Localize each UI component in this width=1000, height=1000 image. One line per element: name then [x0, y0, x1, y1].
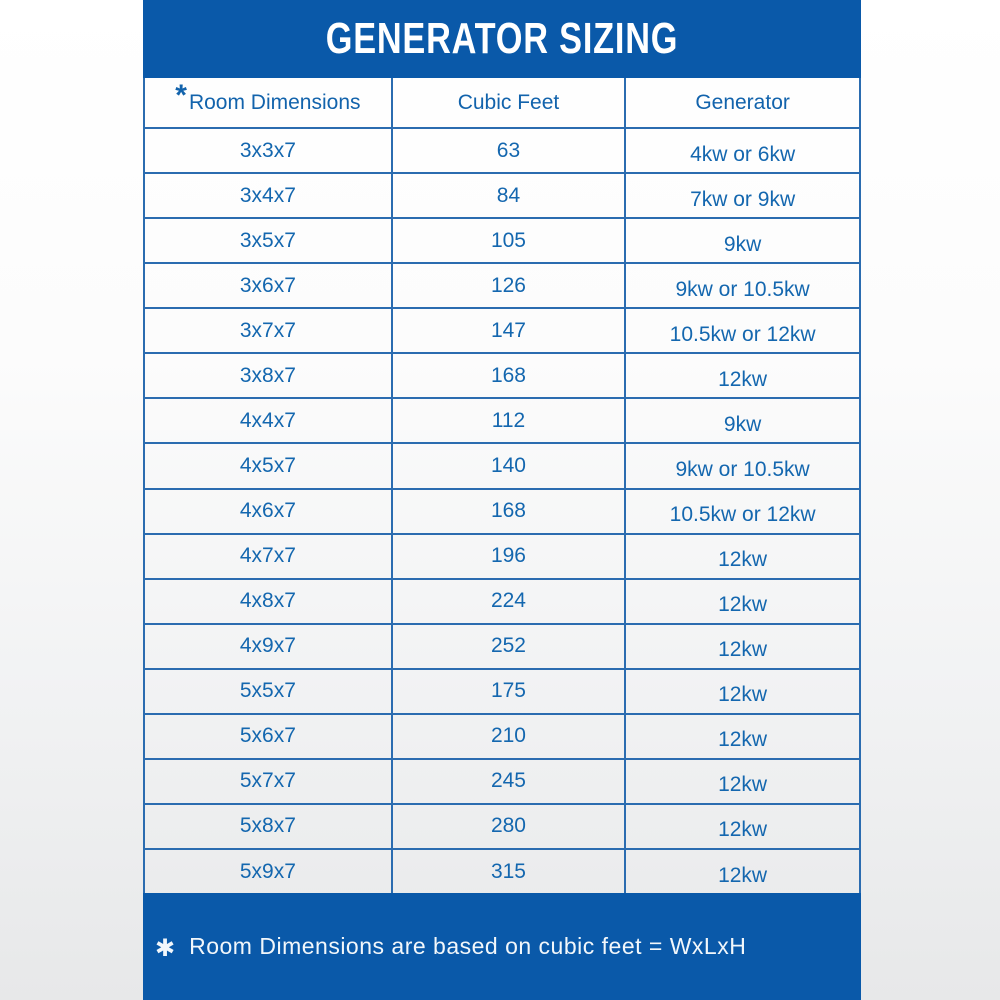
cubic-feet-cell: 175 [393, 670, 626, 713]
cubic-feet-cell: 196 [393, 535, 626, 578]
generator-cell [626, 805, 859, 848]
column-header-label-cubic-feet: Cubic Feet [457, 90, 560, 114]
generator-value: 7kw or 9kw [690, 187, 796, 211]
room-dimensions-cell: 5x5x7 [145, 670, 393, 713]
generator-cell [626, 399, 859, 442]
column-header-generator [626, 78, 859, 127]
cubic-feet-cell: 168 [393, 490, 626, 533]
table-header-row [145, 78, 859, 129]
room-dimensions-cell: 3x5x7 [145, 219, 393, 262]
generator-cell [626, 174, 859, 217]
cubic-feet-cell: 224 [393, 580, 626, 623]
table-row [145, 444, 859, 489]
room-dimensions-cell: 4x4x7 [145, 399, 393, 442]
generator-cell [626, 354, 859, 397]
table-row [145, 490, 859, 535]
generator-cell [626, 580, 859, 623]
cubic-feet-cell: 252 [393, 625, 626, 668]
table-row [145, 535, 859, 580]
asterisk-marker-icon: * [175, 78, 187, 112]
cubic-feet-cell: 84 [393, 174, 626, 217]
generator-cell [626, 760, 859, 803]
cubic-feet-cell: 210 [393, 715, 626, 758]
column-header-label-room-dimensions: Room Dimensions [188, 90, 361, 114]
generator-cell [626, 309, 859, 352]
table-row [145, 850, 859, 893]
room-dimensions-cell: 3x8x7 [145, 354, 393, 397]
generator-value: 12kw [718, 728, 768, 752]
room-dimensions-cell: 3x7x7 [145, 309, 393, 352]
footer-band [143, 893, 861, 1000]
title-band [143, 0, 861, 78]
generator-cell [626, 715, 859, 758]
table-row [145, 309, 859, 354]
cubic-feet-cell: 168 [393, 354, 626, 397]
generator-value: 12kw [718, 638, 768, 662]
generator-value: 10.5kw or 12kw [669, 503, 816, 527]
generator-cell [626, 535, 859, 578]
cubic-feet-cell: 140 [393, 444, 626, 487]
table-row [145, 264, 859, 309]
generator-cell [626, 625, 859, 668]
table-row [145, 715, 859, 760]
generator-cell [626, 129, 859, 172]
cubic-feet-cell: 105 [393, 219, 626, 262]
generator-value: 12kw [718, 367, 768, 391]
table-row [145, 129, 859, 174]
generator-value: 9kw [723, 412, 762, 436]
room-dimensions-cell: 5x7x7 [145, 760, 393, 803]
cubic-feet-cell: 315 [393, 850, 626, 893]
table-row [145, 670, 859, 715]
table-row [145, 354, 859, 399]
room-dimensions-cell: 4x6x7 [145, 490, 393, 533]
table-row [145, 219, 859, 264]
generator-value: 12kw [718, 548, 768, 572]
generator-cell [626, 490, 859, 533]
page-title: GENERATOR SIZING [325, 14, 679, 63]
cubic-feet-cell: 112 [393, 399, 626, 442]
table-row [145, 174, 859, 219]
sizing-table [143, 78, 861, 893]
table-row [145, 399, 859, 444]
cubic-feet-cell: 147 [393, 309, 626, 352]
table-row [145, 625, 859, 670]
room-dimensions-cell: 4x5x7 [145, 444, 393, 487]
room-dimensions-cell: 4x8x7 [145, 580, 393, 623]
generator-cell [626, 264, 859, 307]
column-header-cubic-feet [393, 78, 626, 127]
room-dimensions-cell: 4x9x7 [145, 625, 393, 668]
generator-cell [626, 850, 859, 893]
generator-cell [626, 670, 859, 713]
room-dimensions-cell: 4x7x7 [145, 535, 393, 578]
room-dimensions-cell: 3x4x7 [145, 174, 393, 217]
cubic-feet-cell: 280 [393, 805, 626, 848]
table-row [145, 580, 859, 625]
room-dimensions-cell: 5x9x7 [145, 850, 393, 893]
generator-value: 10.5kw or 12kw [669, 322, 816, 346]
generator-value: 12kw [718, 683, 768, 707]
room-dimensions-cell: 5x6x7 [145, 715, 393, 758]
generator-cell [626, 444, 859, 487]
generator-value: 12kw [718, 818, 768, 842]
room-dimensions-cell: 3x6x7 [145, 264, 393, 307]
generator-value: 12kw [718, 863, 768, 887]
cubic-feet-cell: 126 [393, 264, 626, 307]
generator-value: 12kw [718, 773, 768, 797]
room-dimensions-cell: 3x3x7 [145, 129, 393, 172]
cubic-feet-cell: 63 [393, 129, 626, 172]
column-header-room-dimensions [145, 78, 393, 127]
cubic-feet-cell: 245 [393, 760, 626, 803]
column-header-label-generator: Generator [695, 90, 790, 114]
footnote-asterisk-icon: ✱ [155, 935, 176, 962]
table-row [145, 805, 859, 850]
generator-sizing-panel [143, 0, 861, 1000]
room-dimensions-cell: 5x8x7 [145, 805, 393, 848]
generator-value: 12kw [718, 593, 768, 617]
generator-cell [626, 219, 859, 262]
generator-value: 9kw [723, 232, 762, 256]
table-body [145, 129, 859, 893]
generator-value: 9kw or 10.5kw [675, 457, 810, 481]
footnote-text: Room Dimensions are based on cubic feet = WxLxH [189, 933, 747, 959]
generator-value: 9kw or 10.5kw [675, 277, 810, 301]
table-row [145, 760, 859, 805]
generator-value: 4kw or 6kw [690, 142, 796, 166]
